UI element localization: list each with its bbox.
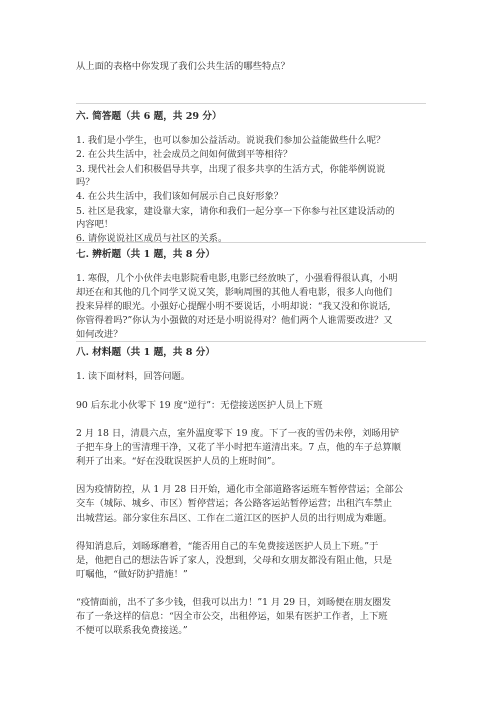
section-7-line: 你管得着吗?”你认为小强做的对还是小明说得对？他们两个人谁需要改进？又 bbox=[76, 315, 393, 326]
section-8-line: 叮嘱他，“做好防护措施！” bbox=[76, 569, 188, 580]
section-8-line: “疫情面前，出不了多少钱，但我可以出力！”1 月 29 日，刘旸便在朋友圈发 bbox=[76, 597, 392, 608]
section-6-line: 3. 现代社会人们积极倡导共享，出现了很多共享的生活方式，你能举例说说 bbox=[76, 164, 386, 175]
section-7-line: 投来异样的眼光。小强好心提醒小明不要说话，小明却说：“我又没和你说话, bbox=[76, 301, 391, 312]
section-8-line: 出城营运。部分家住东昌区、工作在二道江区的医护人员的出行则成为难题。 bbox=[76, 513, 393, 524]
section-6-line: 1. 我们是小学生，也可以参加公益活动。说说我们参加公益能做些什么呢？ bbox=[76, 135, 386, 146]
section-8-line: 子把车身上的雪清理干净，又花了半小时把车道清出来。7 点，他的车子总算顺 bbox=[76, 442, 401, 453]
section-divider bbox=[76, 103, 426, 104]
section-6-line: 5. 社区是我家，建设靠大家，请你和我们一起分享一下你参与社区建设活动的 bbox=[76, 206, 395, 217]
section-8-line: 利开了出来。“好在没耽误医护人员的上班时间”。 bbox=[76, 456, 281, 467]
section-7-line: 如何改进？ bbox=[76, 329, 123, 340]
section-7-heading: 七. 辨析题（共 1 题，共 8 分） bbox=[76, 249, 215, 260]
section-7-line: 1. 寒假，几个小伙伴去电影院看电影,电影已经放映了，小强看得很认真，小明 bbox=[76, 273, 398, 284]
section-8-line: 90 后东北小伙零下 19 度“逆行”：无偿接送医护人员上下班 bbox=[76, 400, 323, 411]
section-8-line: 布了一条这样的信息：“因全市公交，出租停运，如果有医护工作者，上下班 bbox=[76, 611, 388, 622]
section-6-line: 4. 在公共生活中，我们该如何展示自己良好形象？ bbox=[76, 191, 284, 202]
section-divider bbox=[76, 242, 426, 243]
section-8-heading: 八. 材料题（共 1 题，共 8 分） bbox=[76, 347, 215, 358]
section-8-line: 交车（城际、城乡、市区）暂停营运；各公路客运站暂停运营；出租汽车禁止 bbox=[76, 498, 393, 509]
section-8-line: 1. 读下面材料，回答问题。 bbox=[76, 371, 191, 382]
section-7-line: 却还在和其他的几个同学又说又笑，影响周围的其他人看电影，很多人向他们 bbox=[76, 287, 393, 298]
section-6-line: 吗？ bbox=[76, 177, 95, 188]
section-8-line: 因为疫情防控，从 1 月 28 日开始，通化市全部道路客运班车暂停营运；全部公 bbox=[76, 484, 404, 495]
section-divider bbox=[76, 341, 426, 342]
section-6-line: 2. 在公共生活中，社会成员之间如何做到平等相待？ bbox=[76, 149, 293, 160]
section-8-line: 不便可以联系我免费接送。” bbox=[76, 625, 188, 636]
section-6-heading: 六. 简答题（共 6 题，共 29 分） bbox=[76, 111, 222, 122]
section-8-line: 是，他把自己的想法告诉了家人，没想到，父母和女朋友都没有阻止他，只是 bbox=[76, 555, 393, 566]
section-8-line: 得知消息后，刘旸琢磨着，“能否用自己的车免费接送医护人员上下班。”于 bbox=[76, 541, 379, 552]
section-6-line: 6. 请你说说社区成员与社区的关系。 bbox=[76, 233, 228, 244]
section-8-line: 2 月 18 日，清晨六点，室外温度零下 19 度。下了一夜的雪仍未停，刘旸用铲 bbox=[76, 428, 400, 439]
intro-question: 从上面的表格中你发现了我们公共生活的哪些特点？ bbox=[76, 61, 290, 72]
section-6-line: 内容吧！ bbox=[76, 219, 114, 230]
